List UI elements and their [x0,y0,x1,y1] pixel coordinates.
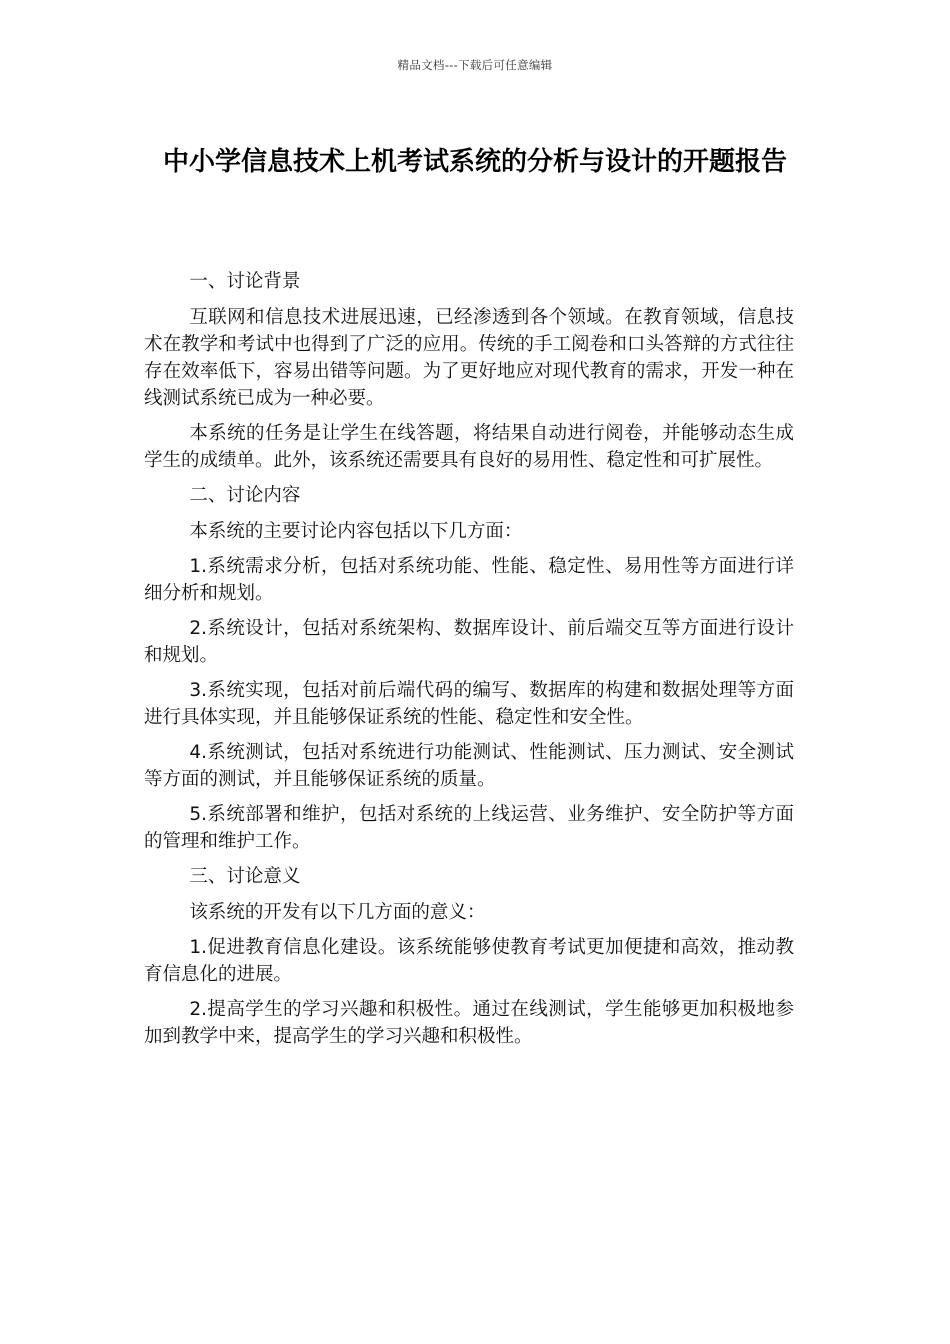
list-item-informatization: 1.促进教育信息化建设。该系统能够使教育考试更加便捷和高效，推动教育信息化的进展。 [144,937,794,985]
section-heading-content: 二、讨论内容 [189,485,301,506]
list-item-testing: 4.系统测试，包括对系统进行功能测试、性能测试、压力测试、安全测试等方面的测试，并且能够保证系统的质量。 [144,742,794,790]
document-body [144,268,794,1058]
list-item-interest: 2.提高学生的学习兴趣和积极性。通过在线测试，学生能够更加积极地参加到教学中来，提高学生的学习兴趣和积极性。 [144,999,794,1047]
paragraph-background-1: 互联网和信息技术进展迅速，已经渗透到各个领域。在教育领域，信息技术在教学和考试中也得到了广泛的应用。传统的手工阅卷和口头答辩的方式往往存在效率低下，容易出错等问题。为了更好地应对现代教育的需求，开发一种在线测试系统已成为一种必要。 [144,307,794,409]
document-title: 中小学信息技术上机考试系统的分析与设计的开题报告 [162,147,787,177]
section-heading-significance: 三、讨论意义 [189,866,301,887]
list-item-requirements: 1.系统需求分析，包括对系统功能、性能、稳定性、易用性等方面进行详细分析和规划。 [144,556,794,604]
list-item-implementation: 3.系统实现，包括对前后端代码的编写、数据库的构建和数据处理等方面进行具体实现，并且能够保证系统的性能、稳定性和安全性。 [144,680,794,728]
list-item-deployment: 5.系统部署和维护，包括对系统的上线运营、业务维护、安全防护等方面的管理和维护工作。 [144,804,794,852]
list-item-design: 2.系统设计，包括对系统架构、数据库设计、前后端交互等方面进行设计和规划。 [144,618,794,666]
paragraph-significance-intro: 该系统的开发有以下几方面的意义： [189,902,486,923]
paragraph-content-intro: 本系统的主要讨论内容包括以下几方面： [189,521,523,542]
header-note: 精品文档---下载后可任意编辑 [397,58,553,72]
section-heading-background: 一、讨论背景 [189,271,301,292]
paragraph-background-2: 本系统的任务是让学生在线答题，将结果自动进行阅卷，并能够动态生成学生的成绩单。此外，该系统还需要具有良好的易用性、稳定性和可扩展性。 [144,423,794,471]
